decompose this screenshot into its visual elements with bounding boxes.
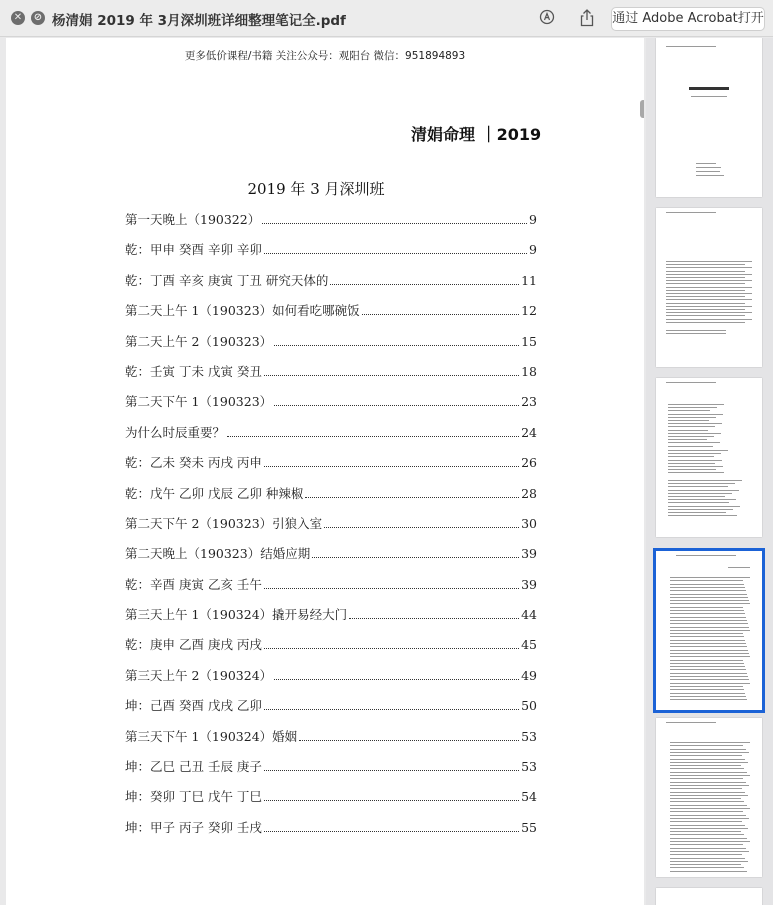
table-of-contents bbox=[125, 210, 537, 848]
toc-entry-page: 53 bbox=[521, 728, 537, 744]
toc-entry-page: 54 bbox=[521, 789, 537, 805]
toc-entry[interactable] bbox=[125, 240, 537, 270]
toc-entry-page: 44 bbox=[521, 607, 537, 623]
thumbnail-sidebar[interactable] bbox=[646, 38, 773, 905]
toc-entry-title: 第一天晚上（190322） bbox=[125, 212, 261, 227]
toc-entry[interactable] bbox=[125, 453, 537, 483]
toc-entry[interactable] bbox=[125, 544, 537, 574]
toc-entry-page: 18 bbox=[521, 363, 537, 379]
toc-entry-title: 第三天上午 1（190324）撬开易经大门 bbox=[125, 607, 348, 623]
toc-entry-title: 第三天上午 2（190324） bbox=[125, 667, 273, 683]
thumbnail-page-6[interactable] bbox=[656, 888, 762, 905]
toc-leader-dots bbox=[264, 588, 519, 589]
scrollbar-thumb[interactable] bbox=[640, 100, 644, 118]
toc-entry-page: 23 bbox=[521, 394, 537, 410]
toc-entry-page: 9 bbox=[529, 242, 537, 258]
toc-entry-title: 坤：甲子 丙子 癸卯 壬戌 bbox=[125, 819, 262, 835]
toc-leader-dots bbox=[349, 618, 519, 619]
toc-leader-dots bbox=[264, 466, 519, 467]
toc-entry[interactable] bbox=[125, 575, 537, 605]
toc-entry-page: 39 bbox=[521, 546, 537, 562]
markup-icon[interactable] bbox=[538, 9, 556, 27]
toc-entry[interactable] bbox=[125, 362, 537, 392]
window-title: 杨清娟 2019 年 3月深圳班详细整理笔记全.pdf bbox=[52, 13, 346, 29]
toc-leader-dots bbox=[262, 223, 527, 224]
toc-entry-page: 50 bbox=[521, 698, 537, 714]
toc-entry-title: 乾：乙未 癸未 丙戌 丙申 bbox=[125, 455, 262, 471]
toc-entry[interactable] bbox=[125, 818, 537, 848]
toc-entry[interactable] bbox=[125, 605, 537, 635]
thumbnail-page-2[interactable] bbox=[656, 208, 762, 367]
toc-leader-dots bbox=[362, 314, 519, 315]
toc-entry-title: 为什么时辰重要？ bbox=[125, 424, 226, 440]
toc-entry-title: 第二天上午 1（190323）如何看吃哪碗饭 bbox=[125, 303, 360, 319]
toc-entry-page: 12 bbox=[521, 303, 537, 319]
toc-leader-dots bbox=[305, 497, 519, 498]
toc-entry-page: 55 bbox=[521, 819, 537, 835]
toc-entry-title: 坤：己酉 癸酉 戊戌 乙卯 bbox=[125, 698, 262, 714]
toc-entry-title: 第二天上午 2（190323） bbox=[125, 333, 273, 349]
toc-entry[interactable] bbox=[125, 392, 537, 422]
page-heading: 2019 年 3 月深圳班 bbox=[247, 180, 385, 198]
toc-entry[interactable] bbox=[125, 484, 537, 514]
toc-entry-title: 第二天下午 1（190323） bbox=[125, 394, 273, 410]
toc-leader-dots bbox=[264, 800, 519, 801]
toc-entry[interactable] bbox=[125, 635, 537, 665]
toc-leader-dots bbox=[264, 770, 519, 771]
open-in-acrobat-button[interactable]: 通过 Adobe Acrobat打开 bbox=[611, 7, 765, 31]
toc-entry-page: 26 bbox=[521, 455, 537, 471]
toc-leader-dots bbox=[264, 648, 519, 649]
toc-entry-title: 乾：戊午 乙卯 戊辰 乙卯 种辣椒 bbox=[125, 485, 304, 501]
title-bar bbox=[0, 0, 773, 37]
toc-entry-page: 49 bbox=[521, 667, 537, 683]
toc-entry-title: 第二天下午 2（190323）引狼入室 bbox=[125, 515, 323, 531]
toc-leader-dots bbox=[324, 527, 519, 528]
toc-entry-title: 乾：丁酉 辛亥 庚寅 丁丑 研究天体的 bbox=[125, 272, 329, 288]
toc-leader-dots bbox=[299, 740, 519, 741]
toc-entry-title: 乾：壬寅 丁未 戊寅 癸丑 bbox=[125, 363, 262, 379]
toc-entry-title: 乾：庚申 乙酉 庚戌 丙戌 bbox=[125, 637, 262, 653]
toc-leader-dots bbox=[264, 709, 519, 710]
toc-leader-dots bbox=[264, 831, 519, 832]
toc-leader-dots bbox=[312, 557, 519, 558]
toc-entry-page: 45 bbox=[521, 637, 537, 653]
toc-leader-dots bbox=[274, 679, 519, 680]
page-header-note: 更多低价课程/书籍 关注公众号：观阳台 微信：951894893 bbox=[184, 50, 466, 62]
thumbnail-page-4[interactable] bbox=[656, 551, 762, 710]
toc-entry-title: 乾：辛酉 庚寅 乙亥 壬午 bbox=[125, 576, 262, 592]
toc-entry-title: 坤：癸卯 丁巳 戊午 丁巳 bbox=[125, 789, 262, 805]
toc-entry-title: 坤：乙巳 己丑 壬辰 庚子 bbox=[125, 759, 262, 775]
toc-entry-page: 30 bbox=[521, 515, 537, 531]
toc-entry-page: 11 bbox=[521, 272, 537, 288]
toc-entry-page: 9 bbox=[529, 212, 537, 227]
toc-entry[interactable] bbox=[125, 210, 537, 240]
toc-entry[interactable] bbox=[125, 423, 537, 453]
thumbnail-page-5[interactable] bbox=[656, 718, 762, 877]
toc-entry[interactable] bbox=[125, 757, 537, 787]
toc-entry-title: 第三天下午 1（190324）婚姻 bbox=[125, 728, 298, 744]
toc-entry[interactable] bbox=[125, 666, 537, 696]
toc-entry[interactable] bbox=[125, 696, 537, 726]
thumbnail-page-3[interactable] bbox=[656, 378, 762, 537]
toc-entry[interactable] bbox=[125, 332, 537, 362]
toc-entry-page: 53 bbox=[521, 759, 537, 775]
toc-entry[interactable] bbox=[125, 727, 537, 757]
thumb-title-mark bbox=[689, 87, 729, 90]
thumbnail-page-1[interactable] bbox=[656, 38, 762, 197]
document-view[interactable] bbox=[6, 38, 644, 905]
toc-leader-dots bbox=[264, 253, 527, 254]
toc-leader-dots bbox=[227, 436, 519, 437]
toc-leader-dots bbox=[264, 375, 519, 376]
toc-leader-dots bbox=[274, 345, 519, 346]
toc-entry[interactable] bbox=[125, 514, 537, 544]
toc-entry-title: 乾：甲申 癸酉 辛卯 辛卯 bbox=[125, 242, 262, 258]
toc-leader-dots bbox=[274, 405, 519, 406]
toc-leader-dots bbox=[330, 284, 519, 285]
toc-entry-page: 15 bbox=[521, 333, 537, 349]
toc-entry[interactable] bbox=[125, 787, 537, 817]
toc-entry-page: 24 bbox=[521, 424, 537, 440]
close-icon[interactable]: ✕ bbox=[11, 11, 25, 25]
toc-entry-page: 39 bbox=[521, 576, 537, 592]
toc-entry[interactable] bbox=[125, 271, 537, 301]
share-icon[interactable] bbox=[578, 9, 596, 27]
toc-entry[interactable] bbox=[125, 301, 537, 331]
toc-entry-title: 第二天晚上（190323）结婚应期 bbox=[125, 546, 311, 562]
toc-entry-page: 28 bbox=[521, 485, 537, 501]
minimize-icon[interactable]: ⊘ bbox=[31, 11, 45, 25]
brand-title: 清娟命理 ｜2019 bbox=[411, 125, 542, 144]
